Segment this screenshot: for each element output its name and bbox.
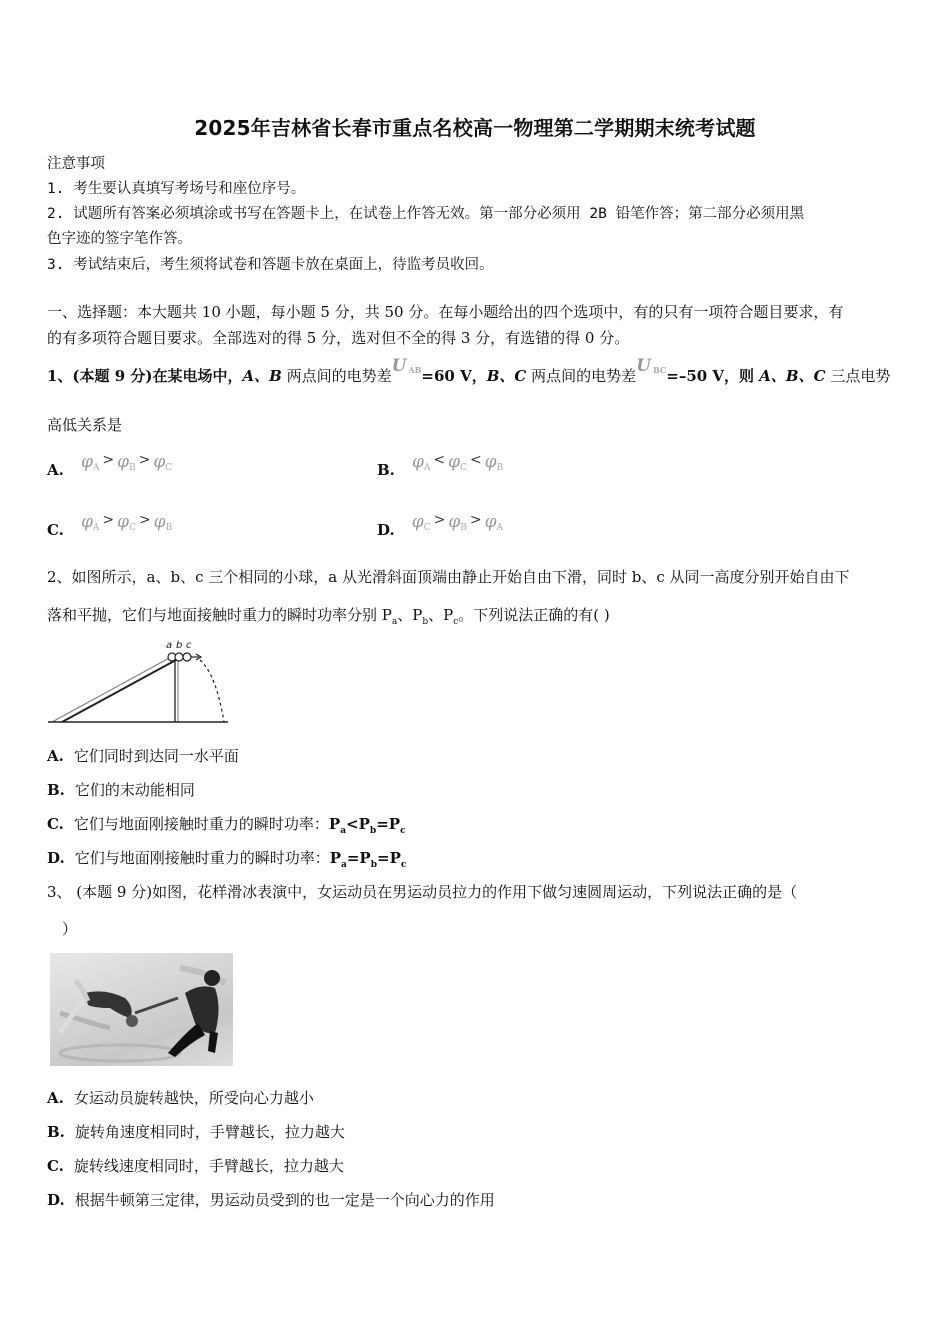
question-3-stem-cont: ） <box>62 920 78 938</box>
q1-option-d[interactable]: D. $\varphi_C > \varphi_B > \varphi_A$ <box>377 512 503 539</box>
ball-b <box>175 653 183 661</box>
ball-c <box>183 653 191 661</box>
section-instructions-line2: 的有多项符合题目要求。全部选对的得 5 分，选对但不全的得 3 分，有选错的得 0 分。 <box>47 329 630 347</box>
question-2-stem-cont: 落和平抛，它们与地面接触时重力的瞬时功率分别 $P_a$、$P_b$、$P_c$。下列说法正确的有( ) <box>47 606 610 627</box>
q2-option-c[interactable]: C. 它们与地面刚接触时重力的瞬时功率：$P_a<P_b=P_c$ <box>47 815 406 836</box>
figure-skating-photo <box>50 953 233 1066</box>
notice-item-3: 3. 考试结束后，考生须将试卷和答题卡放在桌面上，待监考员收回。 <box>47 257 494 273</box>
question-2-stem: 2、如图所示，a、b、c 三个相同的小球，a 从光滑斜面顶端由静止开始自由下滑，同时 b、c 从同一高度分别开始自由下 <box>47 568 850 586</box>
q2-option-b[interactable]: B. 它们的末动能相同 <box>47 781 195 799</box>
u-bc-symbol: U $_{BC}$ <box>636 356 667 376</box>
incline-figure <box>48 634 233 726</box>
q2-option-d[interactable]: D. 它们与地面刚接触时重力的瞬时功率：$P_a=P_b=P_c$ <box>47 849 407 870</box>
q3-option-d[interactable]: D. 根据牛顿第三定律，男运动员受到的也一定是一个向心力的作用 <box>47 1191 495 1209</box>
q1-option-a-formula: $\varphi_A > \varphi_B > \varphi_C$ <box>80 452 173 473</box>
q1-option-c-formula: $\varphi_A > \varphi_C > \varphi_B$ <box>81 512 173 533</box>
question-3-stem: 3、 (本题 9 分)如图，花样滑冰表演中，女运动员在男运动员拉力的作用下做匀速圆周运动，下列说法正确的是（ <box>47 883 798 901</box>
section-instructions-line1: 一、选择题：本大题共 10 小题，每小题 5 分，共 50 分。在每小题给出的四个选项中，有的只有一项符合题目要求，有 <box>47 303 844 321</box>
trajectory-curve <box>200 660 224 722</box>
q2-option-d-formula: $P_a=P_b=P_c$ <box>329 849 407 870</box>
notice-item-1: 1. 考生要认真填写考场号和座位序号。 <box>47 181 306 197</box>
ball-label-c: c <box>186 640 192 651</box>
ball-label-a: a <box>166 640 173 651</box>
q1-option-c[interactable]: C. $\varphi_A > \varphi_C > \varphi_B$ <box>47 512 173 539</box>
notice-heading: 注意事项 <box>47 156 105 172</box>
u-ab-symbol: U $_{AB}$ <box>391 356 422 376</box>
q1-option-b[interactable]: B. $\varphi_A < \varphi_C < \varphi_B$ <box>377 452 504 479</box>
q1-option-d-formula: $\varphi_C > \varphi_B > \varphi_A$ <box>411 512 503 533</box>
notice-item-2: 2. 试题所有答案必须填涂或书写在答题卡上，在试卷上作答无效。第一部分必须用 2B 铅笔作答；第二部分必须用黑 <box>47 206 805 222</box>
notice-item-2-cont: 色字迹的签字笔作答。 <box>47 231 192 247</box>
q1-option-b-formula: $\varphi_A < \varphi_C < \varphi_B$ <box>412 452 504 473</box>
q1-option-a[interactable]: A. $\varphi_A > \varphi_B > \varphi_C$ <box>47 452 173 479</box>
question-1-stem: 1、(本题 9 分)在某电场中，A、B 两点间的电势差U $_{AB}$=60 V，B、C 两点间的电势差U $_{BC}$=–50 V，则 A、B、C 三点电势 <box>47 356 891 385</box>
ball-label-b: b <box>176 640 183 651</box>
question-1-stem-cont: 高低关系是 <box>47 416 123 434</box>
q3-option-c[interactable]: C. 旋转线速度相同时，手臂越长，拉力越大 <box>47 1157 344 1175</box>
q3-option-a[interactable]: A. 女运动员旋转越快，所受向心力越小 <box>47 1089 314 1107</box>
q3-option-b[interactable]: B. 旋转角速度相同时，手臂越长，拉力越大 <box>47 1123 345 1141</box>
q2-option-a[interactable]: A. 它们同时到达同一水平面 <box>47 747 239 765</box>
q2-option-c-formula: $P_a<P_b=P_c$ <box>328 815 406 836</box>
page-title: 2025年吉林省长春市重点名校高一物理第二学期期末统考试题 <box>194 116 756 140</box>
